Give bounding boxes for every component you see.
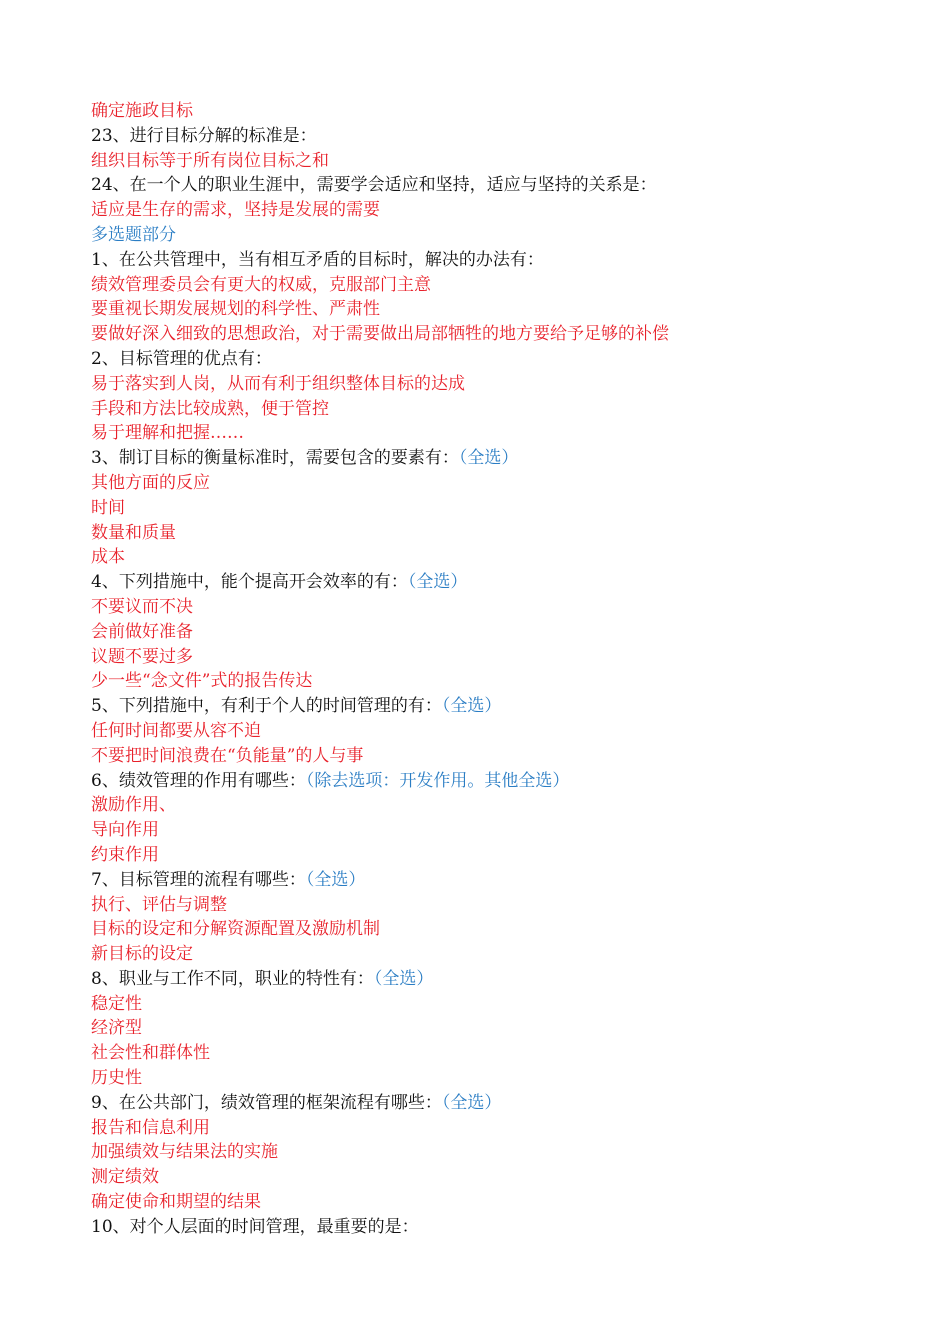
answer-text: 不要议而不决 — [91, 596, 193, 617]
answer-line — [91, 99, 911, 124]
question-line — [91, 694, 911, 719]
answer-hint: （全选） — [407, 572, 468, 593]
answer-line — [91, 917, 911, 942]
question-line — [91, 173, 911, 198]
question-text: 1、在公共管理中，当有相互矛盾的目标时，解决的办法有： — [91, 249, 544, 270]
answer-text: 执行、评估与调整 — [91, 894, 227, 915]
section-heading — [91, 223, 911, 248]
answer-line — [91, 595, 911, 620]
answer-line — [91, 1116, 911, 1141]
answer-text: 手段和方法比较成熟，便于管控 — [91, 398, 329, 419]
answer-line — [91, 1165, 911, 1190]
answer-text: 会前做好准备 — [91, 621, 193, 642]
answer-text: 确定使命和期望的结果 — [91, 1192, 261, 1213]
answer-line — [91, 669, 911, 694]
answer-hint: （除去选项：开发作用。其他全选） — [305, 770, 570, 791]
answer-text: 适应是生存的需求，坚持是发展的需要 — [91, 200, 380, 221]
answer-line — [91, 645, 911, 670]
answer-line — [91, 1041, 911, 1066]
question-line — [91, 248, 911, 273]
answer-line — [91, 198, 911, 223]
question-text: 9、在公共部门，绩效管理的框架流程有哪些： — [91, 1092, 442, 1113]
answer-line — [91, 273, 911, 298]
document-body — [91, 99, 911, 1240]
question-text: 24、在一个人的职业生涯中，需要学会适应和坚持，适应与坚持的关系是： — [91, 175, 657, 196]
question-text: 2、目标管理的优点有： — [91, 348, 272, 369]
answer-line — [91, 744, 911, 769]
answer-text: 约束作用 — [91, 844, 159, 865]
answer-text: 不要把时间浪费在“负能量”的人与事 — [91, 745, 364, 766]
answer-line — [91, 793, 911, 818]
answer-text: 其他方面的反应 — [91, 472, 210, 493]
answer-text: 少一些“念文件”式的报告传达 — [91, 671, 313, 692]
answer-hint: （全选） — [441, 1092, 502, 1113]
answer-text: 确定施政目标 — [91, 101, 193, 121]
answer-text: 稳定性 — [91, 993, 142, 1014]
answer-text: 时间 — [91, 497, 125, 518]
answer-line — [91, 1190, 911, 1215]
answer-line — [91, 719, 911, 744]
answer-hint: （全选） — [305, 869, 366, 890]
answer-text: 经济型 — [91, 1018, 142, 1039]
answer-line — [91, 322, 911, 347]
question-text: 5、下列措施中，有利于个人的时间管理的有： — [91, 696, 442, 717]
answer-text: 历史性 — [91, 1068, 142, 1089]
question-line — [91, 1091, 911, 1116]
answer-line — [91, 471, 911, 496]
answer-text: 要重视长期发展规划的科学性、严肃性 — [91, 299, 380, 320]
question-line — [91, 347, 911, 372]
answer-line — [91, 1016, 911, 1041]
answer-text: 测定绩效 — [91, 1167, 159, 1188]
answer-text: 社会性和群体性 — [91, 1043, 210, 1064]
answer-text: 绩效管理委员会有更大的权威，克服部门主意 — [91, 274, 431, 295]
answer-hint: （全选） — [458, 448, 519, 469]
answer-line — [91, 297, 911, 322]
answer-text: 报告和信息利用 — [91, 1117, 210, 1138]
question-text: 3、制订目标的衡量标准时，需要包含的要素有： — [91, 448, 459, 469]
answer-text: 要做好深入细致的思想政治，对于需要做出局部牺牲的地方要给予足够的补偿 — [91, 324, 669, 345]
answer-line — [91, 893, 911, 918]
answer-text: 任何时间都要从容不迫 — [91, 720, 261, 741]
answer-line — [91, 843, 911, 868]
question-text: 7、目标管理的流程有哪些： — [91, 869, 306, 890]
answer-line — [91, 397, 911, 422]
question-line — [91, 1215, 911, 1240]
answer-text: 易于理解和把握…… — [91, 423, 244, 444]
answer-line — [91, 818, 911, 843]
question-line — [91, 446, 911, 471]
answer-text: 激励作用、 — [91, 795, 176, 816]
question-text: 6、绩效管理的作用有哪些： — [91, 770, 306, 791]
answer-text: 组织目标等于所有岗位目标之和 — [91, 150, 329, 171]
answer-line — [91, 942, 911, 967]
answer-line — [91, 620, 911, 645]
answer-line — [91, 1140, 911, 1165]
answer-text: 成本 — [91, 547, 125, 568]
question-text: 8、职业与工作不同，职业的特性有： — [91, 968, 374, 989]
question-line — [91, 868, 911, 893]
answer-line — [91, 372, 911, 397]
answer-line — [91, 421, 911, 446]
answer-text: 目标的设定和分解资源配置及激励机制 — [91, 919, 380, 940]
question-text: 4、下列措施中，能个提高开会效率的有： — [91, 572, 408, 593]
question-text: 10、对个人层面的时间管理，最重要的是： — [91, 1216, 419, 1237]
answer-text: 议题不要过多 — [91, 646, 193, 667]
answer-text: 加强绩效与结果法的实施 — [91, 1142, 278, 1163]
answer-hint: （全选） — [441, 696, 502, 717]
question-text: 23、进行目标分解的标准是： — [91, 125, 317, 146]
question-line — [91, 570, 911, 595]
question-line — [91, 967, 911, 992]
answer-line — [91, 496, 911, 521]
answer-text: 新目标的设定 — [91, 944, 193, 965]
question-line — [91, 769, 911, 794]
answer-text: 易于落实到人岗，从而有利于组织整体目标的达成 — [91, 373, 465, 394]
answer-text: 数量和质量 — [91, 522, 176, 543]
answer-text: 导向作用 — [91, 820, 159, 841]
answer-hint: （全选） — [373, 968, 434, 989]
answer-line — [91, 149, 911, 174]
answer-line — [91, 545, 911, 570]
section-text: 多选题部分 — [91, 224, 176, 245]
answer-line — [91, 992, 911, 1017]
answer-line — [91, 1066, 911, 1091]
answer-line — [91, 521, 911, 546]
question-line — [91, 124, 911, 149]
